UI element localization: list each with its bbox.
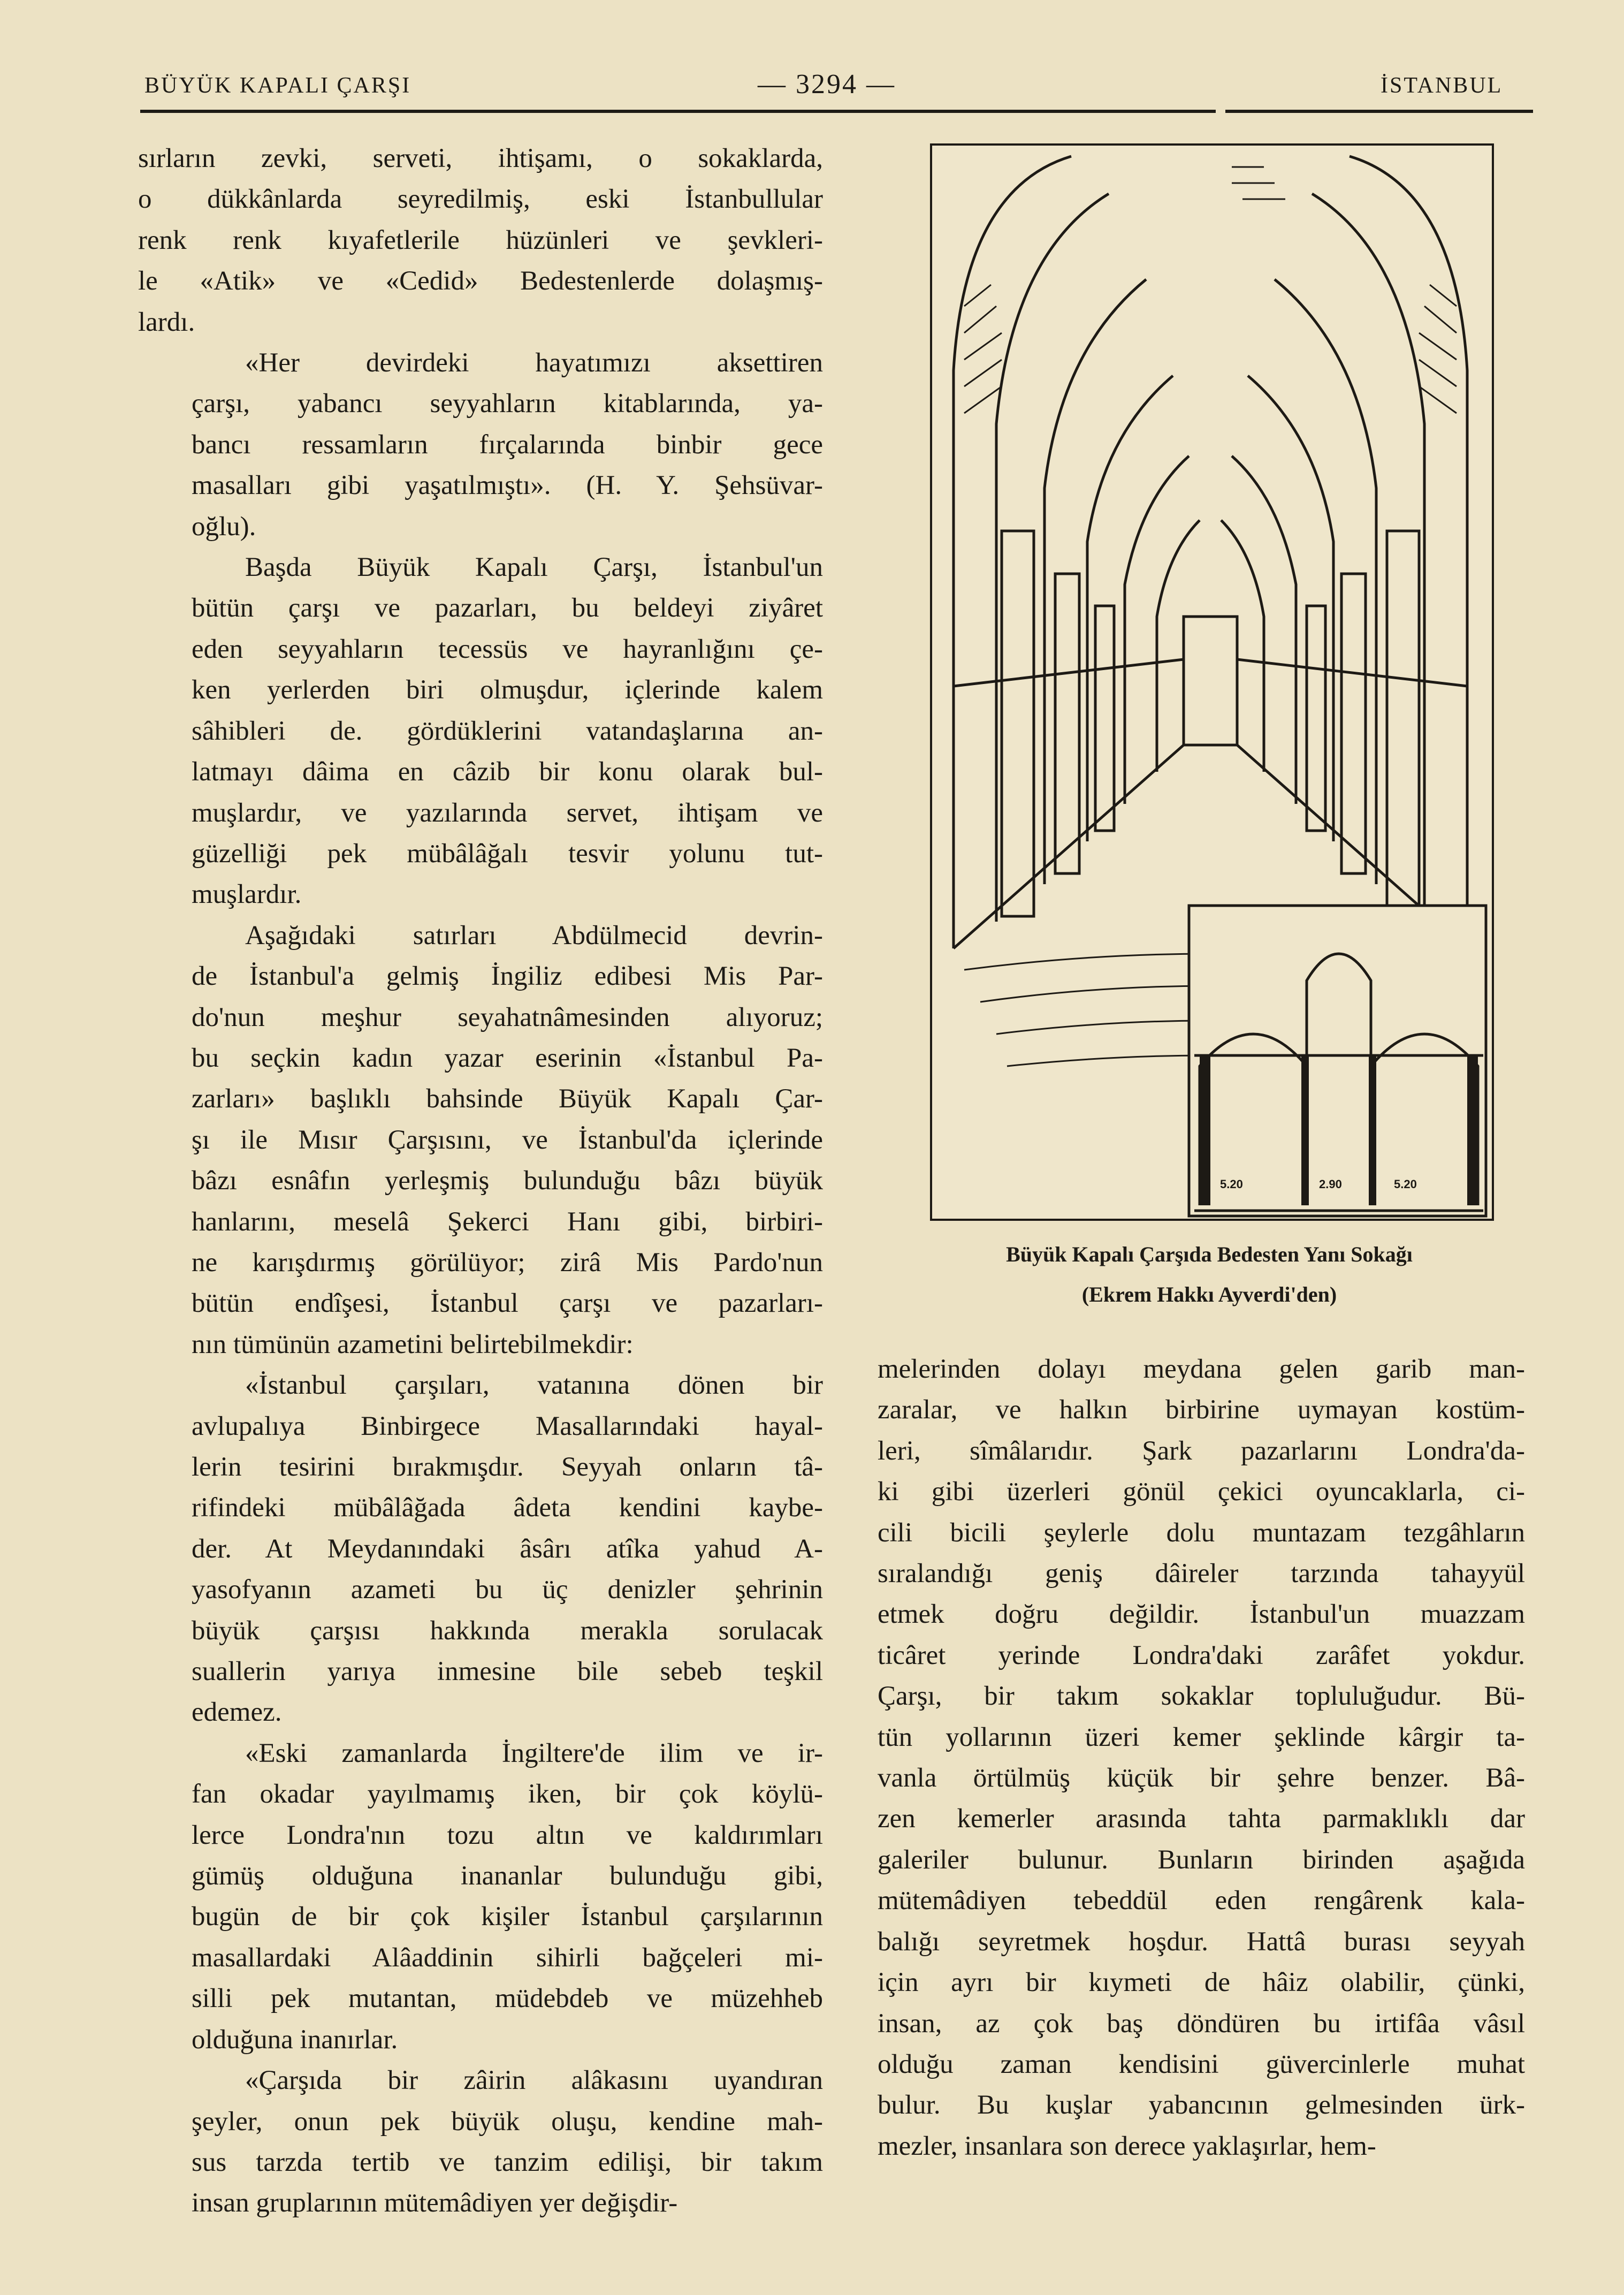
text-line: bu seçkin kadın yazar eserinin «İstanbul Pa- xyxy=(192,1043,823,1073)
text-line: latmayı dâima en câzib bir konu olarak bul- xyxy=(192,757,823,787)
dimension-label-center: 2.90 xyxy=(1319,1177,1342,1191)
text-line: hanlarını, meselâ Şekerci Hanı gibi, birbiri- xyxy=(192,1206,823,1237)
text-line: etmek doğru değildir. İstanbul'un muazzam xyxy=(878,1599,1525,1630)
dimension-label-left: 5.20 xyxy=(1220,1177,1243,1191)
figure-caption: Büyük Kapalı Çarşıda Bedesten Yanı Sokağı xyxy=(1006,1242,1413,1266)
text-line: mezler, insanlara son derece yaklaşırlar, hem- xyxy=(878,2131,1376,2161)
text-line: oğlu). xyxy=(192,511,256,542)
text-line: bulur. Bu kuşlar yabancının gelmesinden ürk- xyxy=(878,2090,1525,2121)
text-line: yasofyanın azameti bu üç denizler şehrinin xyxy=(192,1575,823,1605)
text-line: do'nun meşhur seyahatnâmesinden alıyoruz; xyxy=(192,1002,823,1032)
text-line: «Her devirdeki hayatımızı aksettiren xyxy=(245,348,823,378)
vaulted-street-drawing xyxy=(932,146,1492,1219)
text-line: leri, sîmâlarıdır. Şark pazarlarını Londra'da- xyxy=(878,1435,1525,1466)
text-line: sırların zevki, serveti, ihtişamı, o sokaklarda, xyxy=(138,143,823,173)
text-line: olduğu zaman kendisini güvercinlerle muhat xyxy=(878,2049,1525,2079)
text-line: rifindeki mübâlâğada âdeta kendini kaybe- xyxy=(192,1493,823,1523)
text-line: «Çarşıda bir zâirin alâkasını uyandıran xyxy=(245,2065,823,2096)
text-line: olduğuna inanırlar. xyxy=(192,2024,398,2055)
dimension-label-right: 5.20 xyxy=(1394,1177,1417,1191)
running-header-section: İSTANBUL xyxy=(1381,73,1503,98)
paragraph xyxy=(138,138,823,343)
text-line: sus tarzda tertib ve tanzim edilişi, bir takım xyxy=(192,2147,823,2177)
text-line: melerinden dolayı meydana gelen garib man- xyxy=(878,1354,1525,1384)
text-line: o dükkânlarda seyredilmiş, eski İstanbullular xyxy=(138,184,823,215)
left-text-column xyxy=(138,138,823,2224)
text-line: gümüş olduğuna inananlar bulunduğu gibi, xyxy=(192,1861,823,1891)
text-line: cili bicili şeylerle dolu muntazam tezgâhların xyxy=(878,1517,1525,1548)
paragraph xyxy=(138,547,823,915)
paragraph xyxy=(138,1733,823,2060)
text-line: çarşı, yabancı seyyahların kitablarında, ya- xyxy=(192,389,823,419)
text-line: eden seyyahların tecessüs ve hayranlığını çe- xyxy=(192,634,823,664)
text-line: zaralar, ve halkın birbirine uymayan kostüm- xyxy=(878,1395,1525,1425)
text-line: bütün çarşı ve pazarları, bu beldeyi ziyâret xyxy=(192,593,823,624)
paragraph xyxy=(138,2060,823,2224)
page-number: — 3294 — xyxy=(758,69,896,100)
text-line: zen kemerler arasında tahta parmaklıklı dar xyxy=(878,1804,1525,1834)
text-line: muşlardır, ve yazılarında servet, ihtişam ve xyxy=(192,797,823,828)
text-line: insan gruplarının mütemâdiyen yer değişdir- xyxy=(192,2188,678,2218)
text-line: bancı ressamların fırçalarında binbir gece xyxy=(192,429,823,460)
text-line: bugün de bir çok kişiler İstanbul çarşılarının xyxy=(192,1902,823,1932)
text-line: Başda Büyük Kapalı Çarşı, İstanbul'un xyxy=(245,552,823,583)
paragraph xyxy=(138,1365,823,1733)
text-line: sıralandığı geniş dâireler tarzında tahayyül xyxy=(878,1559,1525,1589)
text-line: muşlardır. xyxy=(192,879,302,910)
text-line: «Eski zamanlarda İngiltere'de ilim ve ir- xyxy=(245,1738,823,1768)
text-line: bâzı esnâfın yerleşmiş bulunduğu bâzı büyük xyxy=(192,1166,823,1196)
text-line: nın tümünün azametini belirtebilmekdir: xyxy=(192,1329,634,1359)
text-line: lardı. xyxy=(138,307,195,337)
bazaar-street-illustration xyxy=(930,143,1494,1221)
text-line: büyük çarşısı hakkında merakla sorulacak xyxy=(192,1615,823,1646)
text-line: lerin tesirini bırakmışdır. Seyyah onların tâ- xyxy=(192,1452,823,1482)
paragraph xyxy=(878,1349,1525,2167)
text-line: Çarşı, bir takım sokaklar topluluğudur. Bü- xyxy=(878,1681,1525,1712)
text-line: «İstanbul çarşıları, vatanına dönen bir xyxy=(245,1370,823,1401)
text-line: vanla örtülmüş küçük bir şehre benzer. Bâ- xyxy=(878,1763,1525,1794)
text-line: sâhibleri de. gördüklerini vatandaşlarına an- xyxy=(192,716,823,746)
text-line: şeyler, onun pek büyük oluşu, kendine mah- xyxy=(192,2106,823,2137)
text-line: fan okadar yayılmamış iken, bir çok köylü- xyxy=(192,1779,823,1810)
text-line: şı ile Mısır Çarşısını, ve İstanbul'da içlerinde xyxy=(192,1124,823,1155)
text-line: suallerin yarıya inmesine bile sebeb teşkil xyxy=(192,1656,823,1687)
text-line: balığı seyretmek hoşdur. Hattâ burası seyyah xyxy=(878,1926,1525,1957)
text-line: renk renk kıyafetlerile hüzünleri ve şevkleri- xyxy=(138,225,823,255)
text-line: Aşağıdaki satırları Abdülmecid devrin- xyxy=(245,920,823,951)
text-line: için ayrı bir kıymeti de hâiz olabilir, çünki, xyxy=(878,1967,1525,1998)
text-line: insan, az çok baş döndüren bu irtifâa vâsıl xyxy=(878,2008,1525,2039)
text-line: bütün endîşesi, İstanbul çarşı ve pazarları- xyxy=(192,1288,823,1319)
text-line: galeriler bulunur. Bunların birinden aşağıda xyxy=(878,1844,1525,1875)
header-rule-right xyxy=(1225,110,1533,113)
text-line: masalları gibi yaşatılmıştı». (H. Y. Şehsüvar- xyxy=(192,470,823,501)
header-rule xyxy=(140,110,1216,113)
text-line: ken yerlerden biri olmuşdur, içlerinde kalem xyxy=(192,675,823,705)
text-line: lerce Londra'nın tozu altın ve kaldırımları xyxy=(192,1820,823,1850)
paragraph xyxy=(138,343,823,547)
figure-credit: (Ekrem Hakkı Ayverdi'den) xyxy=(1081,1282,1337,1306)
text-line: ne karışdırmış görülüyor; zirâ Mis Pardo'nun xyxy=(192,1247,823,1278)
text-line: mütemâdiyen tebeddül eden rengârenk kala- xyxy=(878,1886,1525,1916)
running-header-title: BÜYÜK KAPALI ÇARŞI xyxy=(144,73,411,98)
text-line: masallardaki Alâaddinin sihirli bağçeleri mi- xyxy=(192,1942,823,1973)
text-line: ticâret yerinde Londra'daki zarâfet yokdur. xyxy=(878,1640,1525,1670)
text-line: güzelliği pek mübâlâğalı tesvir yolunu tut- xyxy=(192,838,823,869)
text-line: zarları» başlıklı bahsinde Büyük Kapalı Çar- xyxy=(192,1084,823,1114)
text-line: de İstanbul'a gelmiş İngiliz edibesi Mis Par- xyxy=(192,961,823,992)
text-line: silli pek mutantan, müdebdeb ve müzehheb xyxy=(192,1984,823,2014)
text-line: der. At Meydanındaki âsârı atîka yahud A- xyxy=(192,1533,823,1564)
text-line: ki gibi üzerleri gönül çekici oyuncaklarla, ci- xyxy=(878,1477,1525,1507)
text-line: edemez. xyxy=(192,1697,282,1728)
text-line: avlupalıya Binbirgece Masallarındaki hayal- xyxy=(192,1411,823,1441)
text-line: tün yollarının üzeri kemer şeklinde kârgir ta- xyxy=(878,1722,1525,1752)
right-text-column xyxy=(878,1349,1525,2167)
text-line: le «Atik» ve «Cedid» Bedestenlerde dolaşmış- xyxy=(138,266,823,297)
paragraph xyxy=(138,915,823,1365)
